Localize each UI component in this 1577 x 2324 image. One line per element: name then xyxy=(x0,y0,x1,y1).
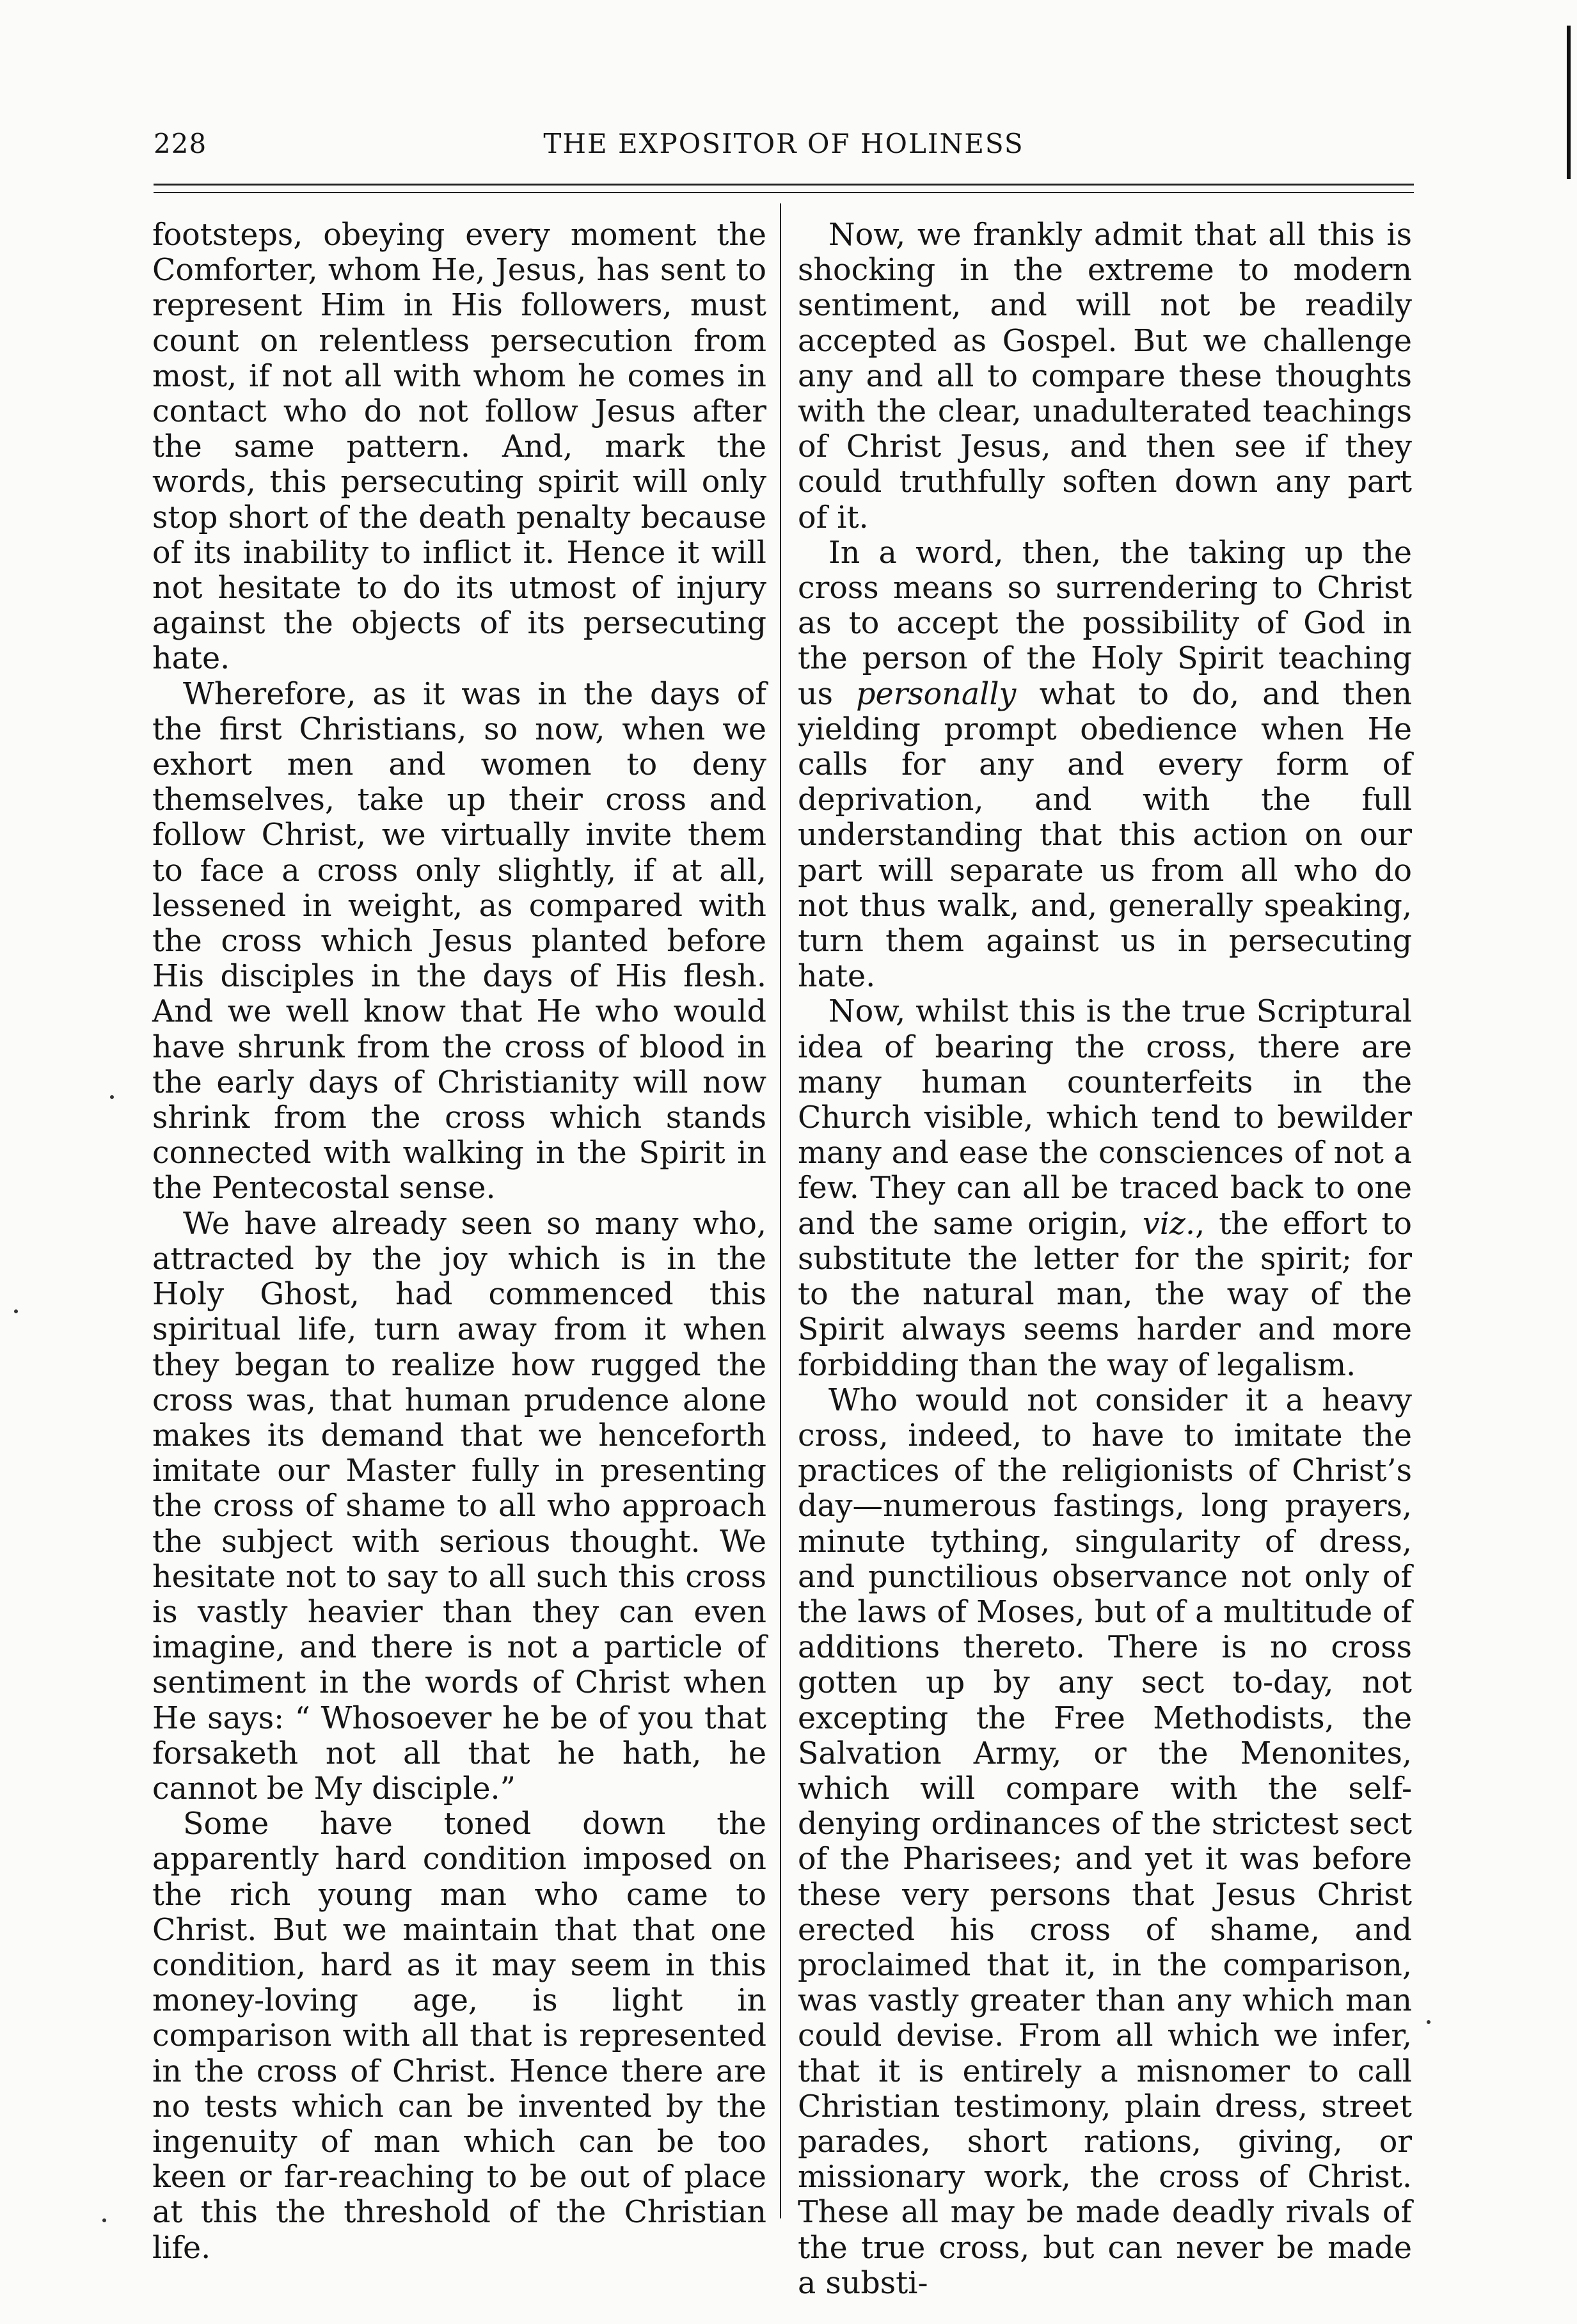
running-title: THE EXPOSITOR OF HOLINESS xyxy=(543,128,1024,159)
paragraph: Wherefore, as it was in the days of the first Christians, so now, when we exhort men and women to deny themselves, take up their cross and follow Christ, we virtually invite them to face a cross only slightly, if at all, lessened in weight, as compared with the cross which Jesus planted before His disciples in the days of His flesh. And we well know that He who would have shrunk from the cross of blood in the early days of Christianity will now shrink from the cross which stands connected with walking in the Spirit in the Pentecostal sense. xyxy=(152,676,766,1206)
page-header xyxy=(154,128,1414,173)
paragraph: Now, we frankly admit that all this is shocking in the extreme to modern sentiment, and will not be readily accepted as Gospel. But we challenge any and all to compare these thoughts with the clear, unadulterated teachings of Christ Jesus, and then see if they could truthfully soften down any part of it. xyxy=(798,217,1412,535)
paragraph-text: what to do, and then yielding prompt obedience when He calls for any and every form of deprivation, and with the full understanding that this action on our part will separate us from all who do not thus walk, and, generally speaking, turn them against us in persecuting hate. xyxy=(798,676,1412,995)
paragraph: footsteps, obeying every moment the Comforter, whom He, Jesus, has sent to represent Him in His followers, must count on relentless persecution from most, if not all with whom he comes in contact who do not follow Jesus after the same pattern. And, mark the words, this persecuting spirit will only stop short of the death penalty because of its inability to inflict it. Hence it will not hesitate to do its utmost of injury against the objects of its persecuting hate. xyxy=(152,217,766,677)
page-number: 228 xyxy=(154,128,207,159)
emphasis-text: personally xyxy=(856,676,1017,712)
paragraph-text: , the effort to substitute the letter for the spirit; for to the natural man, the way of the Spirit always seems harder and more forbidding than the way of legalism. xyxy=(798,1206,1413,1383)
print-speck xyxy=(110,1095,114,1099)
header-rule-top xyxy=(154,184,1414,186)
paragraph xyxy=(798,994,1412,1382)
page-edge-mark xyxy=(1567,26,1571,179)
print-speck xyxy=(102,2218,106,2222)
paragraph: Who would not consider it a heavy cross, indeed, to have to imitate the practices of the religionists of Christ’s day—numerous fastings, long prayers, minute tything, singularity of dress, and punctilious observance not only of the laws of Moses, but of a multitude of additions thereto. There is no cross gotten up by any sect to-day, not excepting the Free Methodists, the Salvation Army, or the Menonites, which will compare with the self-denying ordinances of the strictest sect of the Pharisees; and yet it was before these very persons that Jesus Christ erected his cross of shame, and proclaimed that it, in the comparison, was vastly greater than any which man could devise. From all which we infer, that it is entirely a misnomer to call Christian testimony, plain dress, street parades, short rations, giving, or missionary work, the cross of Christ. These all may be made deadly rivals of the true cross, but can never be made a substi- xyxy=(798,1382,1412,2301)
paragraph: We have already seen so many who, attracted by the joy which is in the Holy Ghost, had commenced this spiritual life, turn away from it when they began to realize how rugged the cross was, that human prudence alone makes its demand that we henceforth imitate our Master fully in presenting the cross of shame to all who approach the subject with serious thought. We hesitate not to say to all such this cross is vastly heavier than they can even imagine, and there is not a particle of sentiment in the words of Christ when He says: “ Whosoever he be of you that forsaketh not all that he hath, he cannot be My disciple.” xyxy=(152,1206,766,1806)
emphasis-text: viz. xyxy=(1142,1206,1196,1242)
header-rule-bottom xyxy=(154,192,1414,193)
print-speck xyxy=(14,1309,18,1313)
print-speck xyxy=(1427,2020,1430,2024)
paragraph xyxy=(798,535,1412,995)
left-column xyxy=(152,217,766,2266)
paragraph-text: Now, whilst this is the true Scriptural idea of bearing the cross, there are many human counterfeits in the Church visible, which tend to bewilder many and ease the consciences of not a few. They can all be traced back to one and the same origin, xyxy=(798,994,1412,1242)
paragraph: Some have toned down the apparently hard condition imposed on the rich young man who came to Christ. But we maintain that that one condition, hard as it may seem in this money-loving age, is light in comparison with all that is represented in the cross of Christ. Hence there are no tests which can be invented by the ingenuity of man which can be too keen or far-reaching to be out of place at this the threshold of the Christian life. xyxy=(152,1806,766,2266)
paragraph-text: In a word, then, the taking up the cross means so surrendering to Christ as to accept the possibility of God in the person of the Holy Spirit teaching us xyxy=(798,535,1412,712)
right-column xyxy=(798,217,1412,2301)
column-divider xyxy=(780,203,781,2218)
